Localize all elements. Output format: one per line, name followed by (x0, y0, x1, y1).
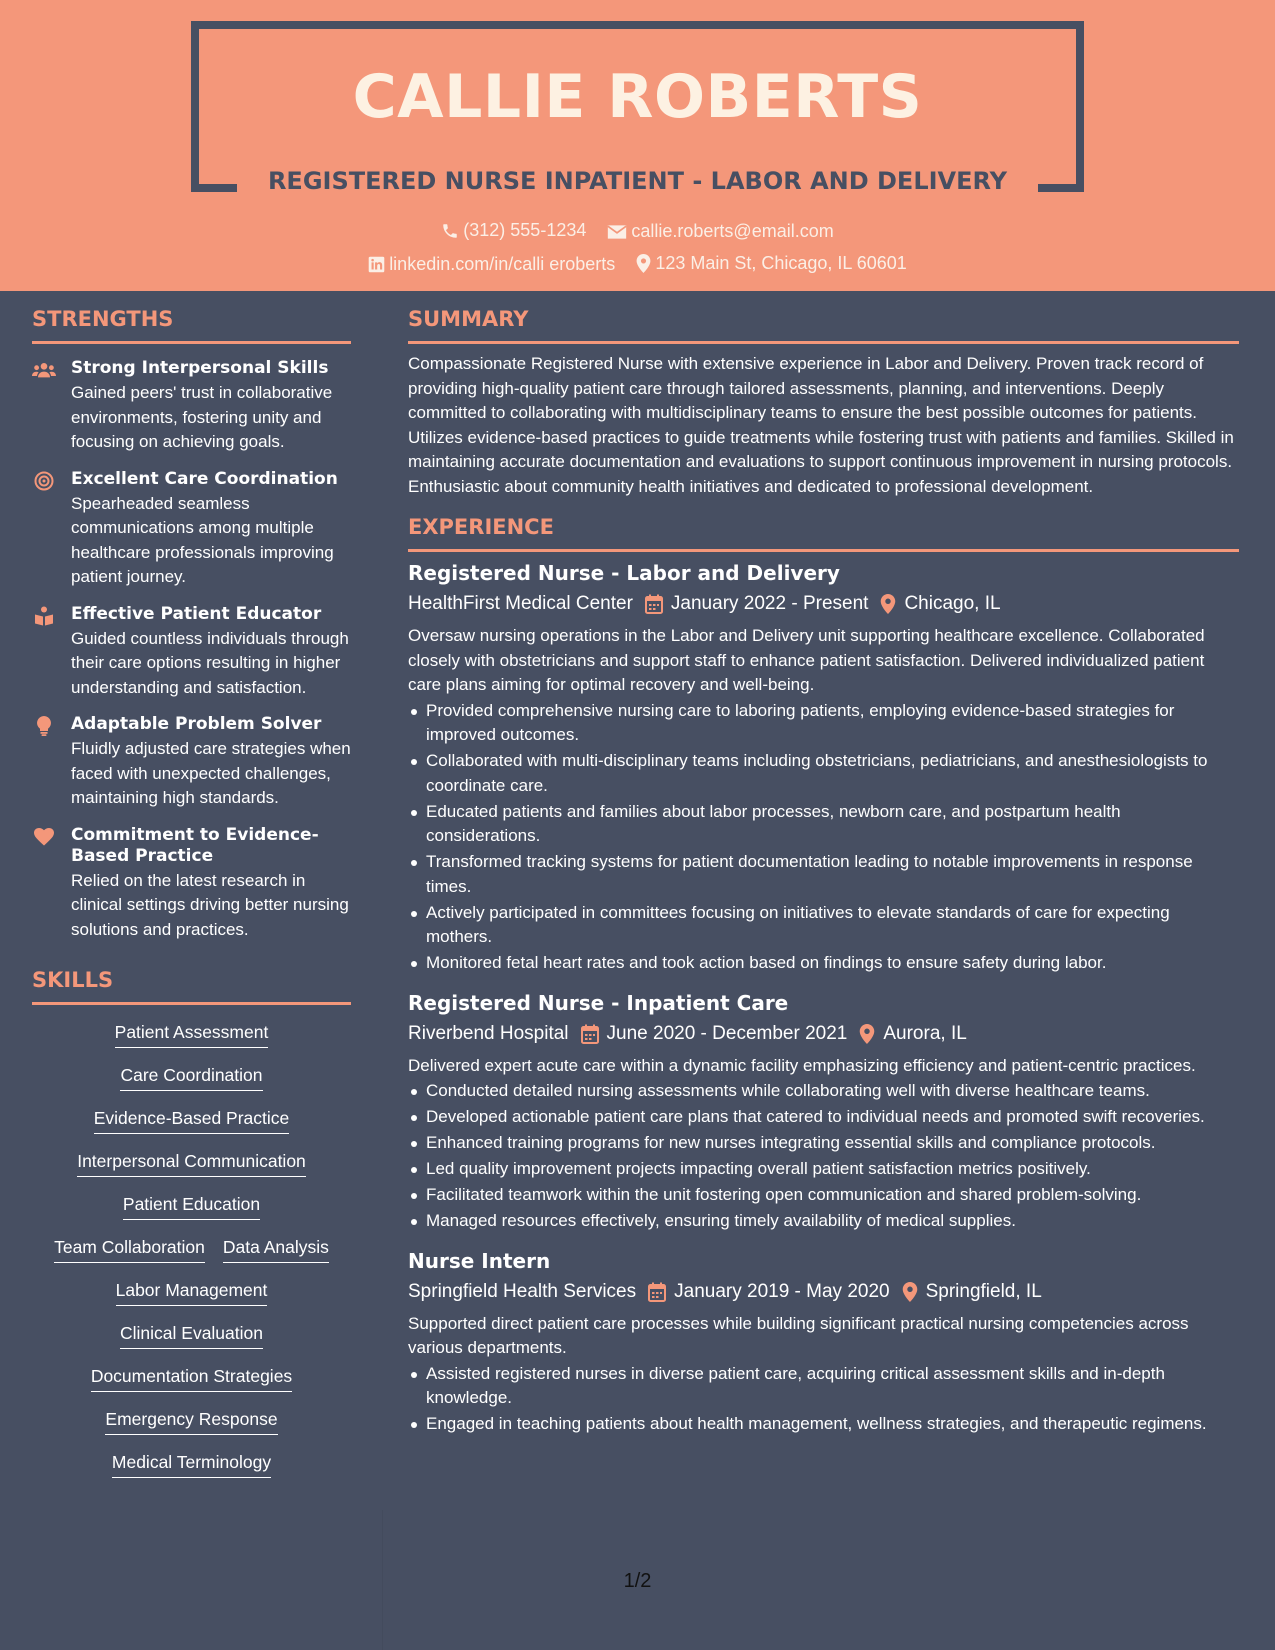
strength-item (32, 825, 351, 943)
skill-tag: Interpersonal Communication (77, 1150, 306, 1177)
summary-text: Compassionate Registered Nurse with extensive experience in Labor and Delivery. Proven track record of providing high-quality patient care through tailored assessments, planning, and interventions. Deeply committed to collaborating with multidisciplinary teams to ensure the best possible outcomes for patients. Utilizes evidence-based practices to guide treatments while fostering trust with patients and families. Skilled in maintaining accurate documentation and evaluations to support continuous improvement in nursing protocols. Enthusiastic about community health initiatives and dedicated to professional development. (408, 354, 1234, 496)
heart-icon (32, 826, 56, 848)
book-reader-icon (32, 605, 56, 627)
skill-tag: Medical Terminology (112, 1451, 271, 1478)
bullet-item: Transformed tracking systems for patient documentation leading to notable improvements in response times. (408, 850, 1239, 899)
bullet-item: Managed resources effectively, ensuring timely availability of medical supplies. (408, 1209, 1239, 1234)
job-bullets (408, 1079, 1239, 1234)
job-location: Aurora, IL (883, 1022, 967, 1044)
left-column (32, 307, 351, 1494)
phone-text: (312) 555-1234 (463, 220, 587, 240)
strength-description: Fluidly adjusted care strategies when faced with unexpected challenges, maintaining high standards. (71, 739, 351, 807)
skill-tag: Patient Assessment (115, 1021, 269, 1048)
page-number: 1/2 (623, 1570, 652, 1592)
strengths-rule (32, 341, 351, 344)
bullet-item: Developed actionable patient care plans that catered to individual needs and promoted swift recoveries. (408, 1105, 1239, 1130)
contact-row-2 (0, 253, 1275, 278)
contact-address (636, 253, 907, 274)
map-pin-icon (636, 254, 651, 273)
header-banner (0, 0, 1275, 291)
users-icon (32, 359, 56, 381)
skill-tag: Emergency Response (105, 1408, 277, 1435)
bullet-item: Monitored fetal heart rates and took action based on findings to ensure safety during labor. (408, 951, 1239, 976)
map-pin-icon (859, 1024, 875, 1044)
job-title: Registered Nurse - Labor and Delivery (408, 561, 840, 585)
strength-heading: Effective Patient Educator (71, 603, 322, 624)
contact-phone[interactable] (441, 220, 586, 241)
job-entry (408, 1248, 1239, 1437)
job-location: Chicago, IL (904, 593, 1001, 614)
job-bullets (408, 699, 1239, 976)
job-title: Registered Nurse - Inpatient Care (408, 990, 789, 1015)
skill-tag: Data Analysis (223, 1236, 329, 1263)
bullet-item: Conducted detailed nursing assessments while collaborating well with diverse healthcare teams. (408, 1079, 1239, 1104)
job-location: Springfield, IL (925, 1280, 1042, 1302)
contact-email[interactable] (607, 221, 833, 242)
strengths-title: STRENGTHS (32, 307, 174, 331)
contact-linkedin[interactable] (368, 254, 615, 275)
experience-title: EXPERIENCE (408, 515, 554, 539)
skills-list (32, 1021, 351, 1478)
strength-description: Guided countless individuals through their care options resulting in higher understanding and satisfaction. (71, 628, 349, 697)
job-meta (408, 1280, 1239, 1304)
strength-heading: Adaptable Problem Solver (71, 714, 322, 734)
job-meta (408, 1022, 1239, 1046)
job-dates: January 2019 - May 2020 (674, 1280, 890, 1302)
skill-tag: Clinical Evaluation (120, 1322, 263, 1349)
job-title: Nurse Intern (408, 1248, 551, 1273)
skill-tag: Labor Management (116, 1279, 268, 1306)
bullet-item: Actively participated in committees focusing on initiatives to elevate standards of care for expecting mothers. (408, 901, 1239, 950)
contact-row-1 (0, 220, 1275, 245)
address-text: 123 Main St, Chicago, IL 60601 (655, 253, 907, 273)
job-title-headline: REGISTERED NURSE INPATIENT - LABOR AND DELIVERY (267, 167, 1008, 195)
calendar-icon (581, 1024, 599, 1044)
summary-title: SUMMARY (408, 307, 529, 331)
calendar-icon (648, 1282, 666, 1302)
strength-description: Relied on the latest research in clinical settings driving better nursing solutions and practices. (71, 870, 349, 939)
skill-tag: Evidence-Based Practice (94, 1107, 290, 1134)
bullet-item: Assisted registered nurses in diverse patient care, acquiring critical assessment skills and in-depth knowledge. (408, 1362, 1239, 1411)
bullet-item: Provided comprehensive nursing care to laboring patients, employing evidence-based strategies for improved outcomes. (408, 699, 1239, 748)
skill-tag: Documentation Strategies (91, 1365, 292, 1392)
job-entry (408, 990, 1239, 1234)
calendar-icon (645, 594, 663, 614)
job-entry (408, 560, 1239, 976)
strength-item (32, 358, 351, 455)
linkedin-icon (368, 256, 385, 273)
strength-item (32, 714, 351, 811)
lightbulb-icon (32, 715, 56, 737)
strength-item (32, 469, 351, 590)
skills-rule (32, 1002, 351, 1005)
bullet-item: Engaged in teaching patients about health management, wellness strategies, and therapeutic regimens. (408, 1412, 1239, 1437)
target-icon (32, 470, 56, 492)
bullet-item: Led quality improvement projects impacting overall patient satisfaction metrics positively. (408, 1157, 1239, 1182)
strength-description: Spearheaded seamless communications among multiple healthcare professionals improving patient journey. (71, 493, 334, 586)
job-meta (408, 592, 1239, 616)
bullet-item: Educated patients and families about labor processes, newborn care, and postpartum health considerations. (408, 800, 1239, 849)
bullet-item: Facilitated teamwork within the unit fostering open communication and shared problem-solving. (408, 1183, 1239, 1208)
job-description: Delivered expert acute care within a dynamic facility emphasizing efficiency and patient-centric practices. (408, 1055, 1196, 1075)
strength-heading: Commitment to Evidence-Based Practice (71, 824, 319, 866)
job-dates: January 2022 - Present (670, 593, 869, 614)
job-dates: June 2020 - December 2021 (606, 1022, 848, 1044)
strength-item (32, 604, 351, 701)
bullet-item: Collaborated with multi-disciplinary teams including obstetricians, pediatricians, and anesthesiologists to coordinate care. (408, 749, 1239, 798)
phone-icon (441, 222, 459, 240)
envelope-icon (607, 224, 627, 240)
job-description: Oversaw nursing operations in the Labor and Delivery unit supporting healthcare excellence. Collaborated closely with obstetricians and support staff to enhance patient satisfaction. Delivered individualized patient care plans aiming for optimal recovery and well-being. (408, 626, 1205, 694)
job-company: Springfield Health Services (408, 1280, 637, 1302)
strength-heading: Excellent Care Coordination (71, 468, 338, 489)
candidate-name: CALLIE ROBERTS (352, 62, 923, 132)
map-pin-icon (902, 1282, 918, 1302)
skill-tag: Patient Education (123, 1193, 260, 1220)
email-text: callie.roberts@email.com (631, 221, 834, 241)
linkedin-text: linkedin.com/in/calli eroberts (389, 254, 616, 274)
job-company: Riverbend Hospital (408, 1022, 569, 1044)
summary-rule (408, 341, 1239, 344)
skill-tag: Team Collaboration (54, 1236, 205, 1263)
job-description: Supported direct patient care processes while building significant practical nursing competencies across various departments. (408, 1313, 1189, 1357)
job-bullets (408, 1362, 1239, 1437)
experience-rule (408, 549, 1239, 552)
strength-description: Gained peers' trust in collaborative environments, fostering unity and focusing on achieving goals. (71, 383, 333, 451)
strength-heading: Strong Interpersonal Skills (71, 358, 329, 378)
map-pin-icon (880, 594, 896, 614)
bullet-item: Enhanced training programs for new nurses integrating essential skills and compliance protocols. (408, 1131, 1239, 1156)
strengths-list (32, 358, 351, 942)
job-company: HealthFirst Medical Center (408, 593, 633, 614)
right-column (408, 307, 1239, 1438)
skill-tag: Care Coordination (120, 1064, 262, 1091)
skills-title: SKILLS (32, 968, 114, 992)
